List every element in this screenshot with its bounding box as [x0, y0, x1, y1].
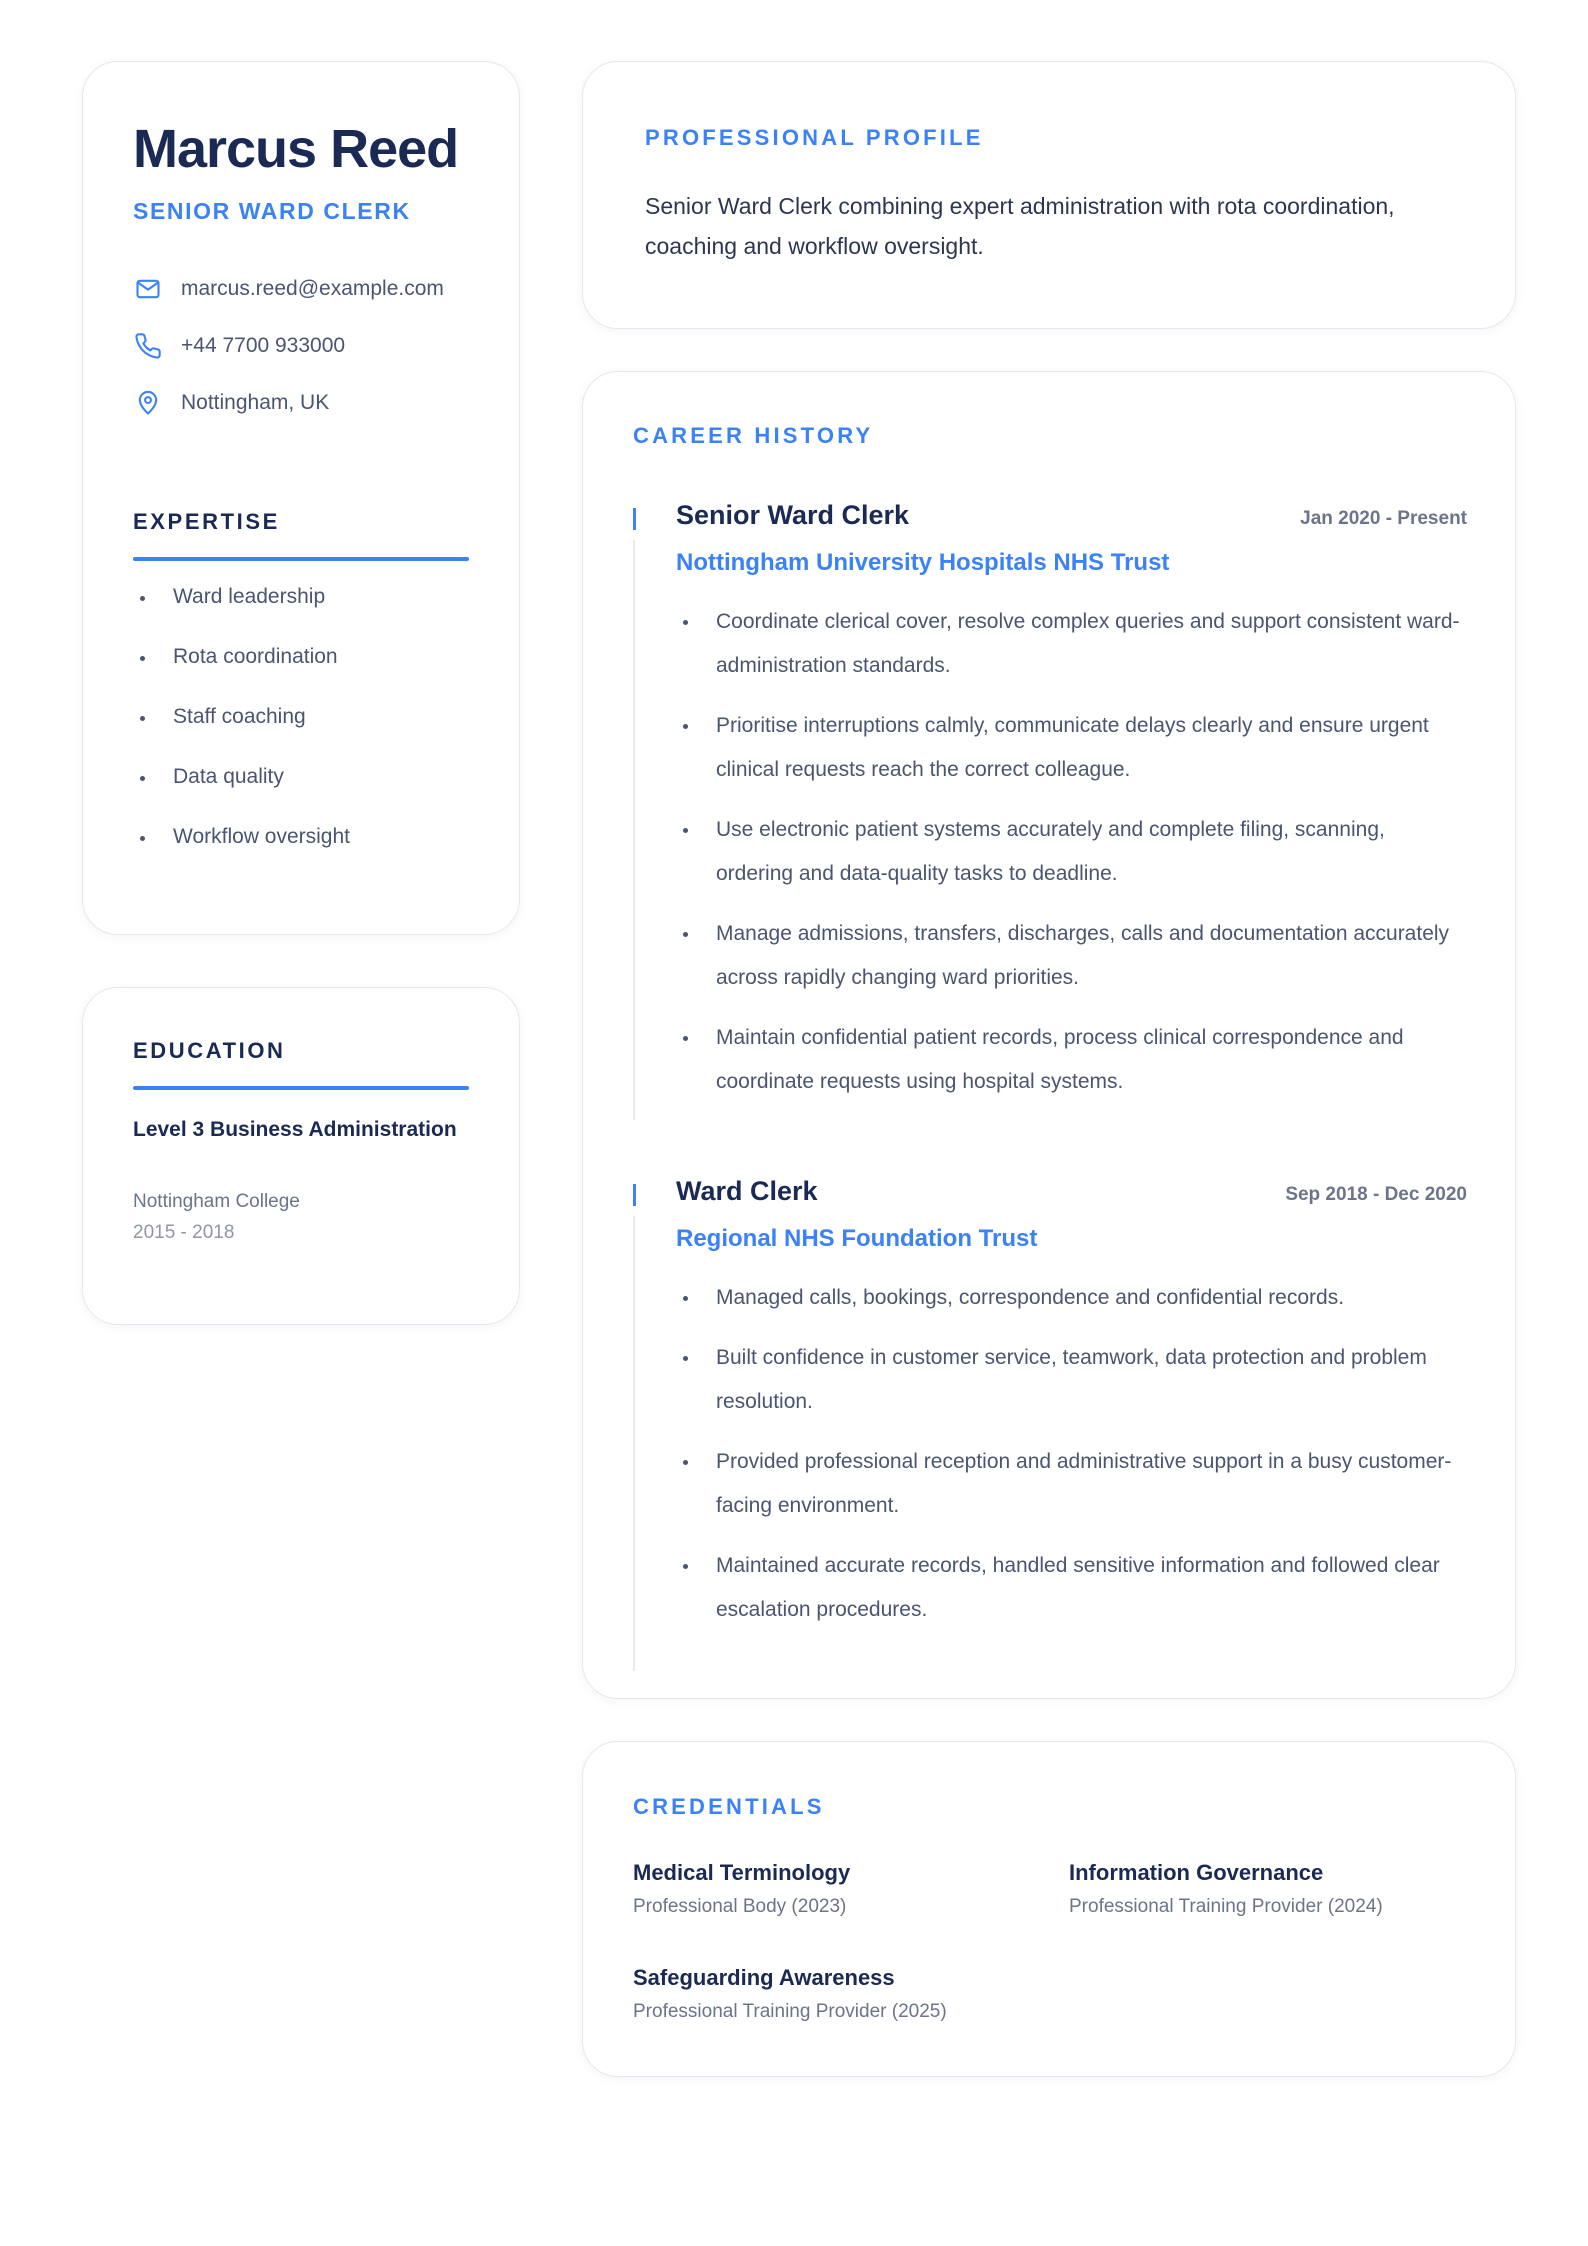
job-dates: Sep 2018 - Dec 2020	[1285, 1184, 1467, 1205]
job-timeline-line	[633, 540, 635, 1120]
job-company: Regional NHS Foundation Trust	[676, 1225, 1038, 1252]
job-accent-bar	[633, 1184, 636, 1206]
email-text: marcus.reed@example.com	[181, 277, 444, 300]
expertise-heading: EXPERTISE	[133, 509, 280, 534]
expertise-item: Ward leadership	[133, 582, 473, 642]
education-school: Nottingham College	[133, 1191, 300, 1212]
expertise-divider	[133, 557, 469, 561]
education-years: 2015 - 2018	[133, 1222, 235, 1243]
credential-name: Safeguarding Awareness	[633, 1965, 895, 1990]
duty-item: Provided professional reception and administrative support in a busy customer-facing environment.	[676, 1440, 1466, 1528]
duty-item: Use electronic patient systems accurately and complete filing, scanning, ordering and data-quality tasks to deadline.	[676, 808, 1466, 896]
expertise-item: Workflow oversight	[133, 822, 473, 882]
expertise-item: Staff coaching	[133, 702, 473, 762]
credential-issuer: Professional Training Provider (2024)	[1069, 1896, 1383, 1917]
career-card	[582, 371, 1516, 1699]
credentials-card	[582, 1741, 1516, 2077]
education-divider	[133, 1086, 469, 1090]
job-entry	[633, 1176, 1467, 1656]
job-company: Nottingham University Hospitals NHS Trust	[676, 549, 1170, 576]
job-dates: Jan 2020 - Present	[1300, 508, 1467, 529]
credential-name: Medical Terminology	[633, 1860, 851, 1885]
job-duties	[676, 600, 1466, 1120]
sidebar-card	[82, 61, 520, 935]
expertise-item: Data quality	[133, 762, 473, 822]
expertise-list	[133, 582, 473, 882]
career-heading: CAREER HISTORY	[633, 423, 874, 448]
education-degree: Level 3 Business Administration	[133, 1118, 457, 1141]
contact-email[interactable]	[133, 273, 444, 305]
profile-summary: Senior Ward Clerk combining expert administration with rota coordination, coaching and workflow oversight.	[645, 193, 1395, 259]
location-text: Nottingham, UK	[181, 391, 330, 414]
profile-card	[582, 61, 1516, 329]
credential-issuer: Professional Body (2023)	[633, 1896, 847, 1917]
credential-item	[1069, 1860, 1469, 1918]
duty-item: Managed calls, bookings, correspondence and confidential records.	[676, 1276, 1466, 1320]
duty-item: Manage admissions, transfers, discharges, calls and documentation accurately across rapidly changing ward priorities.	[676, 912, 1466, 1000]
duty-item: Prioritise interruptions calmly, communicate delays clearly and ensure urgent clinical requests reach the correct colleague.	[676, 704, 1466, 792]
contact-phone[interactable]	[133, 330, 345, 362]
credential-name: Information Governance	[1069, 1860, 1324, 1885]
job-timeline-line	[633, 1216, 635, 1671]
duty-item: Coordinate clerical cover, resolve complex queries and support consistent ward-administration standards.	[676, 600, 1466, 688]
candidate-name: Marcus Reed	[133, 119, 459, 179]
location-pin-icon	[133, 388, 163, 418]
contact-location	[133, 387, 329, 419]
duty-item: Built confidence in customer service, teamwork, data protection and problem resolution.	[676, 1336, 1466, 1424]
phone-icon	[133, 331, 163, 361]
profile-heading: PROFESSIONAL PROFILE	[645, 125, 984, 150]
job-title: Ward Clerk	[676, 1176, 818, 1206]
duty-item: Maintain confidential patient records, process clinical correspondence and coordinate requests using hospital systems.	[676, 1016, 1466, 1104]
phone-text: +44 7700 933000	[181, 334, 346, 357]
mail-icon	[133, 274, 163, 304]
education-card	[82, 987, 520, 1325]
expertise-item: Rota coordination	[133, 642, 473, 702]
credential-issuer: Professional Training Provider (2025)	[633, 2001, 947, 2022]
candidate-role: SENIOR WARD CLERK	[133, 198, 411, 224]
credential-item	[633, 1860, 1033, 1918]
job-duties	[676, 1276, 1466, 1648]
credentials-heading: CREDENTIALS	[633, 1794, 825, 1819]
job-title: Senior Ward Clerk	[676, 500, 910, 530]
credential-item	[633, 1965, 1033, 2023]
duty-item: Maintained accurate records, handled sensitive information and followed clear escalation procedures.	[676, 1544, 1466, 1632]
job-entry	[633, 500, 1467, 1120]
job-accent-bar	[633, 508, 636, 530]
education-heading: EDUCATION	[133, 1038, 286, 1063]
